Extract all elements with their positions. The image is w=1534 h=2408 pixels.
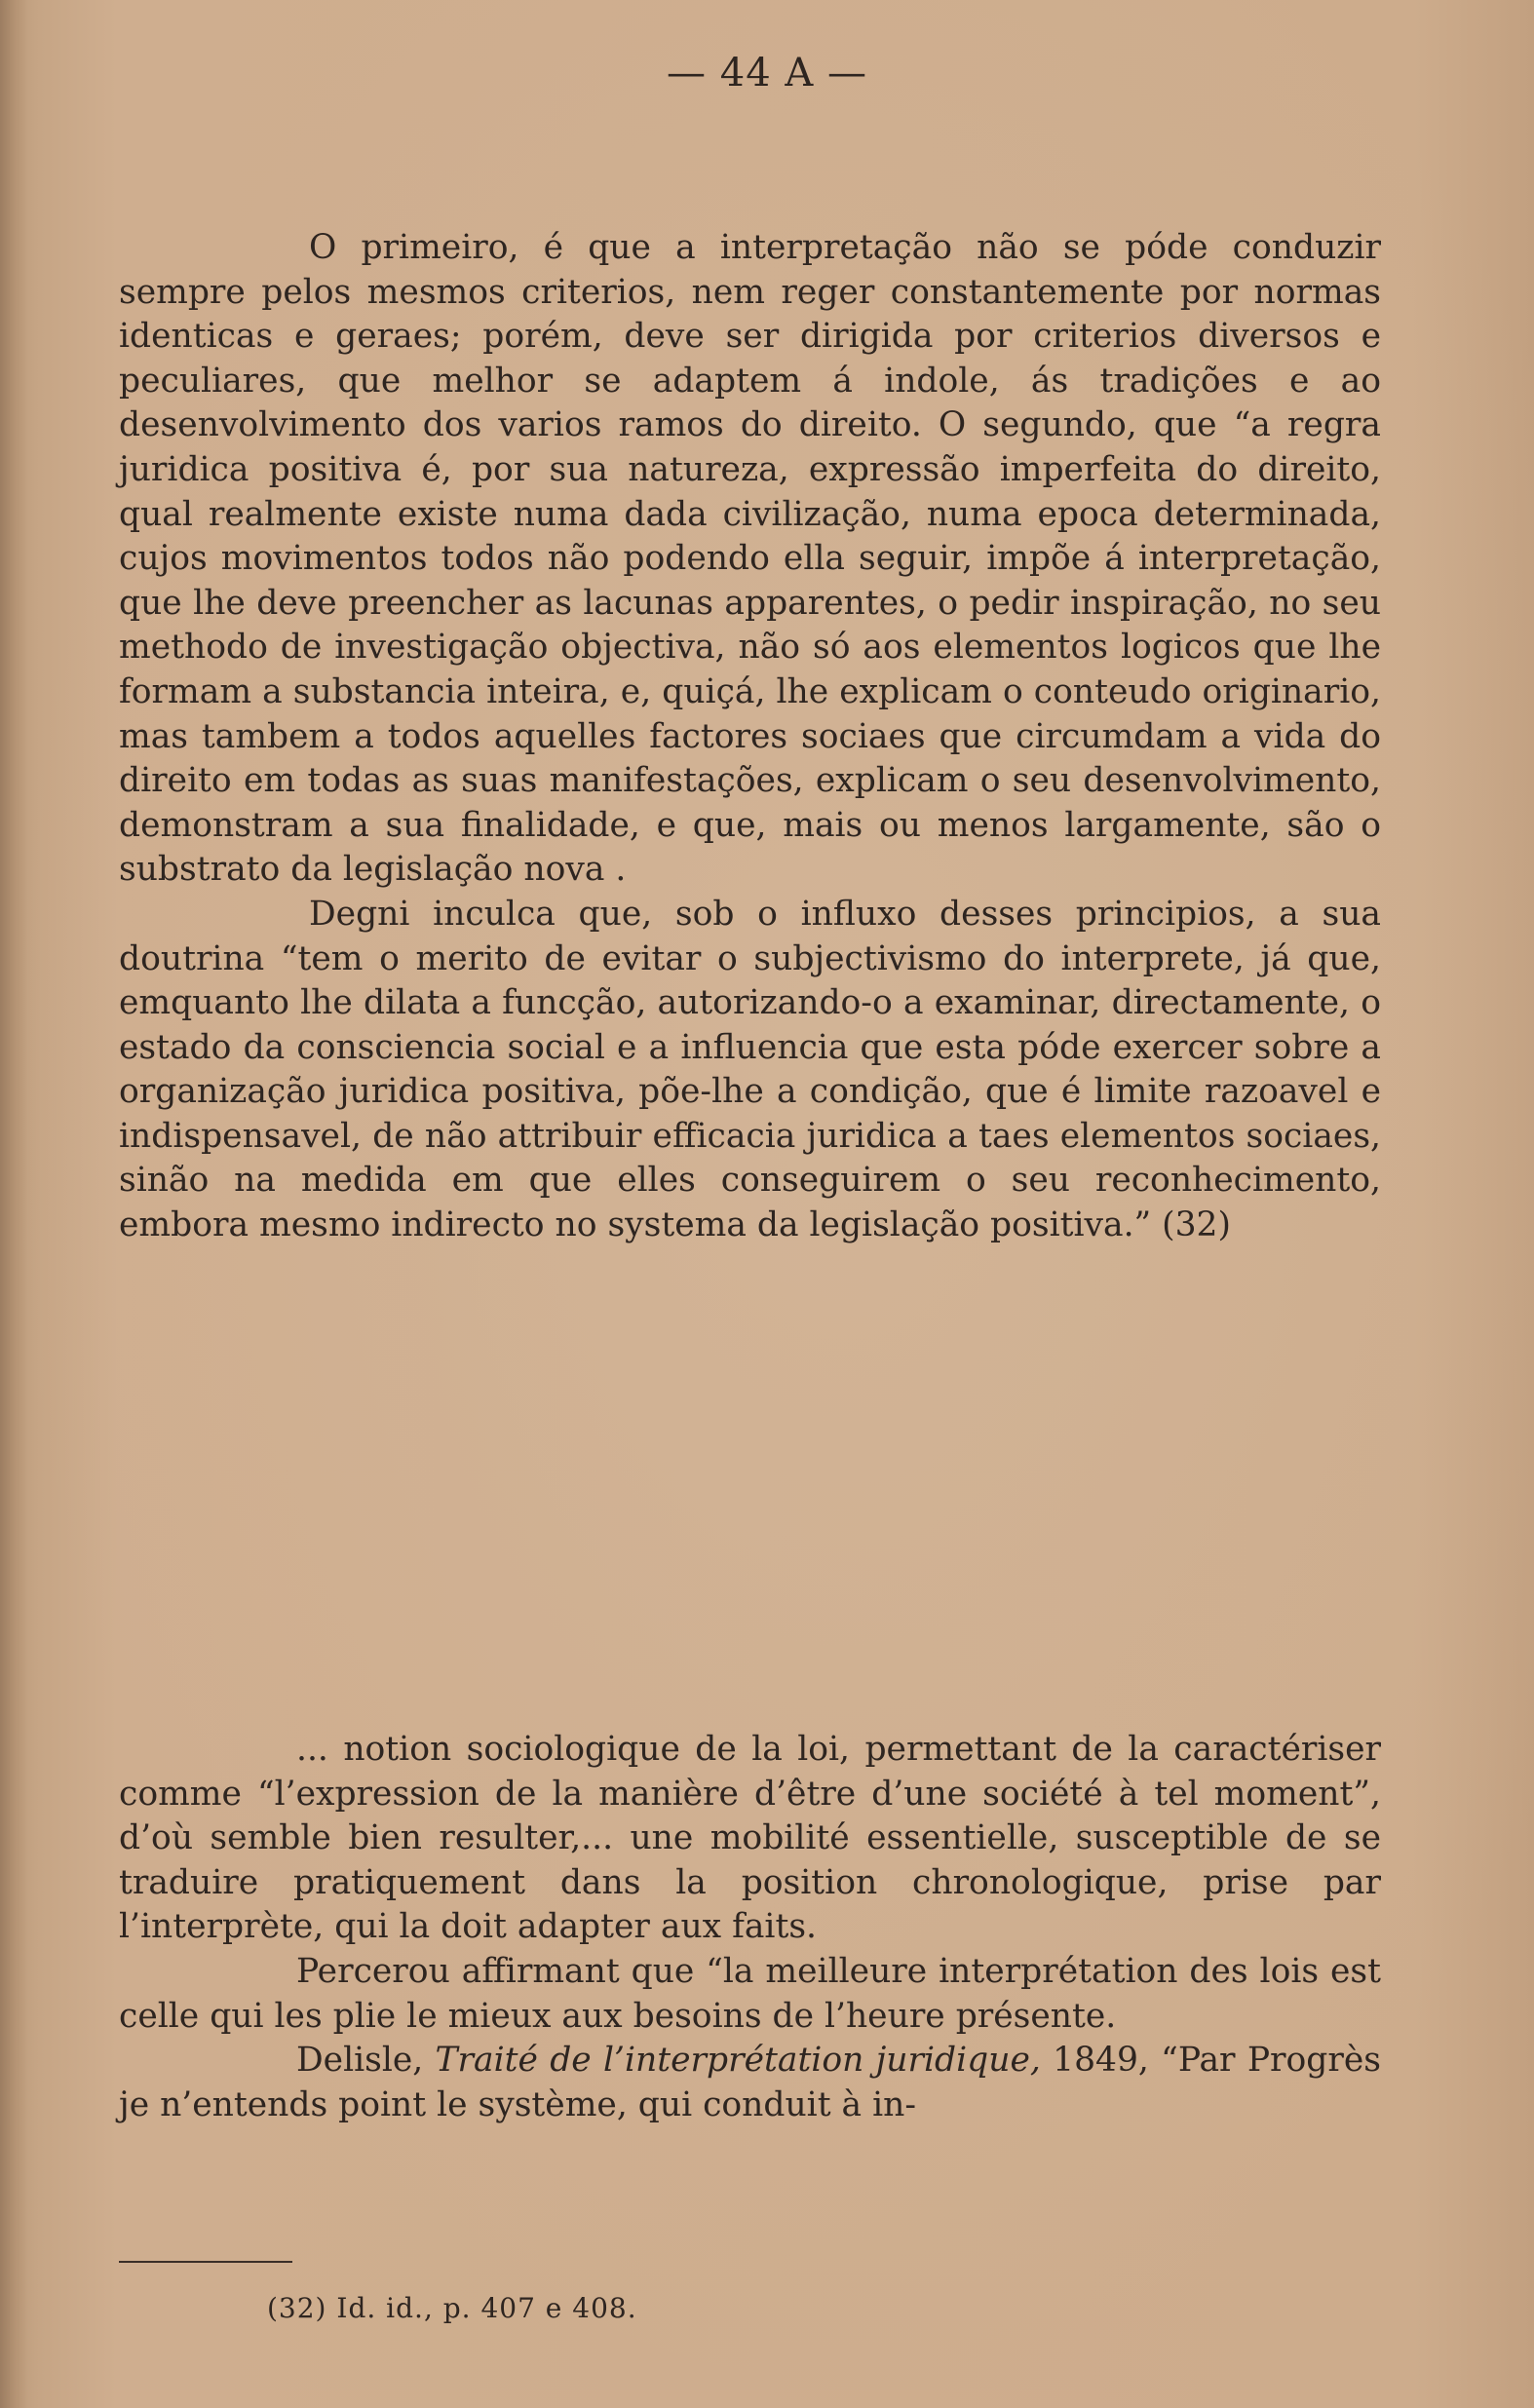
- paragraph-degni: Degni inculca que, sob o influxo desses principios, a sua doutrina “tem o merito de evitar o subjectivismo do interprete, já que, emquanto lhe dilata a funcção, autorizando-o a examinar, directamente, o estado da consciencia social e a influencia que esta póde exercer sobre a organização juridica positiva, põe-lhe a condição, que é limite razoavel e indispensavel, de não attribuir efficacia juridica a taes elementos sociaes, sinão na medida em que elles conseguirem o seu reconhecimento, embora mesmo indirecto no systema da legislação positiva.” (32): [119, 894, 1381, 1245]
- delisle-book-title: Traité de l’interprétation juridique,: [435, 2041, 1041, 2081]
- paragraph-delisle: [119, 2039, 1381, 2127]
- footnote-32: (32) Id. id., p. 407 e 408.: [267, 2292, 637, 2324]
- paragraph-percerou: Percerou affirmant que “la meilleure interprétation des lois est celle qui les plie le mieux aux besoins de l’heure présente.: [119, 1951, 1381, 2036]
- delisle-author: Delisle,: [296, 2041, 436, 2081]
- page-number: — 44 A —: [667, 51, 867, 96]
- delisle-quote: 1849, “Par Progrès je n’entends point le système, qui conduit à in-: [119, 2041, 1381, 2124]
- french-quotation-text: [119, 1728, 1381, 2127]
- paragraph-notion-sociologique: ... notion sociologique de la loi, permettant de la caractériser comme “l’expression de la manière d’être d’une société à tel moment”, d’où semble bien resulter,... une mobilité essentielle, susceptible de se traduire pratiquement dans la position chronologique, prise par l’interprète, qui la doit adapter aux faits.: [119, 1730, 1381, 1947]
- portuguese-body-text: [119, 226, 1381, 1248]
- paragraph-primeiro: O primeiro, é que a interpretação não se póde conduzir sempre pelos mesmos criterios, nem reger constantemente por normas identicas e geraes; porém, deve ser dirigida por criterios diversos e peculiares, que melhor se adaptem á indole, ás tradições e ao desenvolvimento dos varios ramos do direito. O segundo, que “a regra juridica positiva é, por sua natureza, expressão imperfeita do direito, qual realmente existe numa dada civilização, numa epoca determinada, cujos movimentos todos não podendo ella seguir, impõe á interpretação, que lhe deve preencher as lacunas apparentes, o pedir inspiração, no seu methodo de investigação objectiva, não só aos elementos logicos que lhe formam a substancia inteira, e, quiçá, lhe explicam o conteudo originario, mas tambem a todos aquelles factores sociaes que circumdam a vida do direito em todas as suas manifestações, explicam o seu desenvolvimento, demonstram a sua finalidade, e que, mais ou menos largamente, são o substrato da legislação nova .: [119, 228, 1381, 890]
- page-binding-edge: [0, 0, 27, 2408]
- footnote-divider: [119, 2261, 292, 2263]
